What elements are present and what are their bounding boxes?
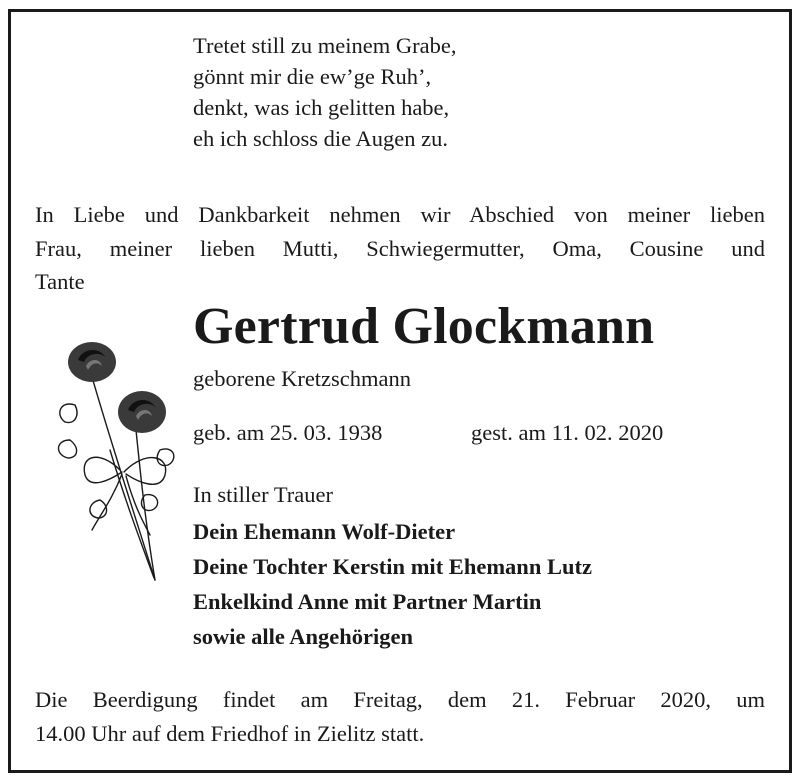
funeral-notice (35, 683, 765, 750)
farewell-line: Tante (35, 269, 85, 294)
funeral-line: 14.00 Uhr auf dem Friedhof in Zielitz statt. (35, 720, 425, 746)
mourners-list (193, 514, 592, 654)
poem-line: denkt, was ich gelitten habe, (193, 95, 450, 120)
farewell-line: In Liebe und Dankbarkeit nehmen wir Abschied von meiner lieben (35, 202, 765, 227)
mourner-entry: Deine Tochter Kerstin mit Ehemann Lutz (193, 554, 592, 579)
farewell-text (35, 198, 765, 299)
maiden-name: geborene Kretzschmann (193, 366, 412, 391)
mourning-intro: In stiller Trauer (193, 482, 333, 507)
mourner-entry: Enkelkind Anne mit Partner Martin (193, 589, 542, 614)
memorial-poem (193, 30, 457, 154)
mourner-entry: sowie alle Angehörigen (193, 624, 413, 649)
mourner-entry: Dein Ehemann Wolf-Dieter (193, 519, 456, 544)
poem-line: eh ich schloss die Augen zu. (193, 126, 448, 151)
death-date: gest. am 11. 02. 2020 (471, 420, 664, 445)
deceased-name: Gertrud Glockmann (193, 298, 655, 355)
poem-line: Tretet still zu meinem Grabe, (193, 33, 457, 58)
rose-bouquet-icon (50, 330, 180, 585)
poem-line: gönnt mir die ew’ge Ruh’, (193, 64, 432, 89)
farewell-line: Frau, meiner lieben Mutti, Schwiegermutter, Oma, Cousine und (35, 235, 765, 261)
birth-date: geb. am 25. 03. 1938 (193, 420, 383, 445)
funeral-line: Die Beerdigung findet am Freitag, dem 21. Februar 2020, um (35, 687, 765, 712)
